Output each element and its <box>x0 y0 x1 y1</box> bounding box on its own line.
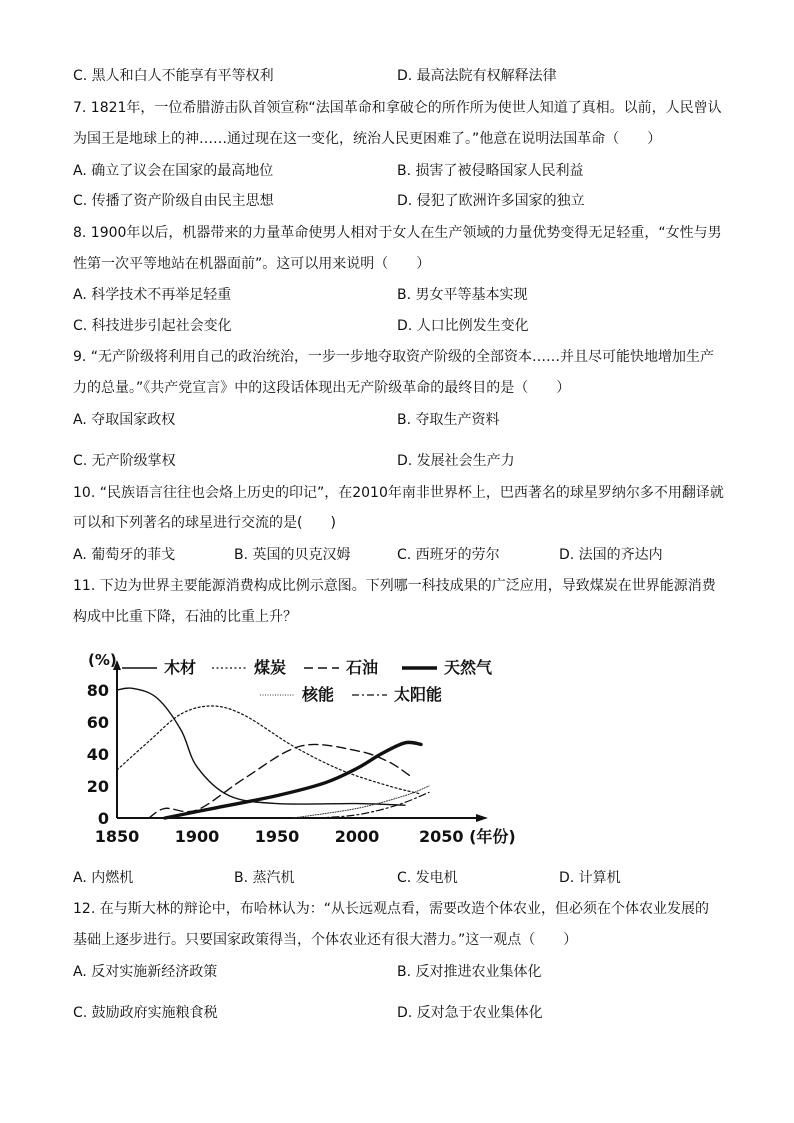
legend-label-3: 石油 <box>346 658 379 677</box>
q12-option-b: B. 反对推进农业集体化 <box>397 964 542 980</box>
q6-option-c: C. 黑人和白人不能享有平等权利 <box>73 68 274 84</box>
q8-option-a: A. 科学技术不再举足轻重 <box>73 287 232 303</box>
legend-label-6: 太阳能 <box>394 685 443 704</box>
q9-option-b: B. 夺取生产资料 <box>397 412 500 428</box>
q8-option-b: B. 男女平等基本实现 <box>397 287 528 303</box>
q12-option-c: C. 鼓励政府实施粮食税 <box>73 1005 218 1021</box>
x-axis-arrow <box>476 814 488 822</box>
q10-stem-line2: 可以和下列著名的球星进行交流的是( ) <box>73 515 336 531</box>
q9-option-c: C. 无产阶级掌权 <box>73 453 176 469</box>
q8-stem-line2: 性第一次平等地站在机器面前”。这可以用来说明（ ） <box>73 256 431 272</box>
y-tick-label: 80 <box>86 681 109 700</box>
q9-option-a: A. 夺取国家政权 <box>73 412 176 428</box>
q11-option-a: A. 内燃机 <box>73 870 134 886</box>
legend-label-5: 核能 <box>302 685 335 704</box>
q11-stem-line2: 构成中比重下降，石油的比重上升？ <box>73 609 297 625</box>
q12-option-d: D. 反对急于农业集体化 <box>397 1005 543 1021</box>
q10-option-b: B. 英国的贝克汉姆 <box>234 547 351 563</box>
y-tick-label: 40 <box>86 745 109 764</box>
chart-legend <box>122 658 493 704</box>
legend-label-1: 木材 <box>164 658 197 677</box>
q10-option-a: A. 葡萄牙的菲戈 <box>73 547 176 563</box>
q7-option-d: D. 侵犯了欧洲许多国家的独立 <box>397 193 585 209</box>
q10-option-d: D. 法国的齐达内 <box>559 547 663 563</box>
energy-consumption-chart <box>72 640 532 855</box>
x-tick-label: 1950 <box>254 827 300 846</box>
q11-stem-line1: 11. 下边为世界主要能源消费构成比例示意图。下列哪一科技成果的广泛应用，导致煤炭在世界能源消费 <box>73 578 716 594</box>
y-tick-label: 20 <box>86 777 109 796</box>
legend-label-4: 天然气 <box>444 658 493 677</box>
q11-option-c: C. 发电机 <box>397 870 458 886</box>
q12-stem-line2: 基础上逐步进行。只要国家政策得当，个体农业还有很大潜力。”这一观点（ ） <box>73 932 578 948</box>
q7-option-a: A. 确立了议会在国家的最高地位 <box>73 163 274 179</box>
q12-option-a: A. 反对实施新经济政策 <box>73 964 218 980</box>
q7-option-c: C. 传播了资产阶级自由民主思想 <box>73 193 274 209</box>
chart-series <box>117 688 429 818</box>
q6-option-d: D. 最高法院有权解释法律 <box>397 68 557 84</box>
q7-option-b: B. 损害了被侵略国家人民利益 <box>397 163 584 179</box>
q9-option-d: D. 发展社会生产力 <box>397 453 515 469</box>
y-axis-label: (%) <box>88 651 117 669</box>
q7-stem-line1: 7. 1821年，一位希腊游击队首领宣称“法国革命和拿破仑的所作所为使世人知道了真相。以前，人民曾认 <box>73 100 722 116</box>
y-tick-label: 60 <box>86 713 109 732</box>
x-tick-label: 2000 <box>334 827 380 846</box>
q9-stem-line1: 9. “无产阶级将利用自己的政治统治，一步一步地夺取资产阶级的全部资本……并且尽可能快地增加生产 <box>73 349 715 365</box>
q12-stem-line1: 12. 在与斯大林的辩论中，布哈林认为：“从长远观点看，需要改造个体农业，但必须在个体农业发展的 <box>73 901 709 917</box>
q8-stem-line1: 8. 1900年以后，机器带来的力量革命使男人相对于女人在生产领域的力量优势变得无足轻重，“女性与男 <box>73 225 722 241</box>
q8-option-c: C. 科技进步引起社会变化 <box>73 318 232 334</box>
q11-option-d: D. 计算机 <box>559 870 621 886</box>
x-tick-label: 1850 <box>94 827 140 846</box>
x-tick-label: 1900 <box>174 827 220 846</box>
series-line-2 <box>117 706 421 794</box>
q10-stem-line1: 10. “民族语言往往也会烙上历史的印记”，在2010年南非世界杯上，巴西著名的球星罗纳尔多不用翻译就 <box>73 485 724 501</box>
q10-option-c: C. 西班牙的劳尔 <box>397 547 500 563</box>
x-axis-end-label: 2050 (年份) <box>419 827 516 846</box>
legend-label-2: 煤炭 <box>254 658 287 677</box>
q8-option-d: D. 人口比例发生变化 <box>397 318 529 334</box>
q11-option-b: B. 蒸汽机 <box>234 870 295 886</box>
q7-stem-line2: 为国王是地球上的神……通过现在这一变化，统治人民更困难了。”他意在说明法国革命（ ） <box>73 131 662 147</box>
series-line-1 <box>117 688 405 805</box>
q9-stem-line2: 力的总量。”《共产党宣言》中的这段话体现出无产阶级革命的最终目的是（ ） <box>73 380 571 396</box>
y-tick-label: 0 <box>97 809 109 828</box>
